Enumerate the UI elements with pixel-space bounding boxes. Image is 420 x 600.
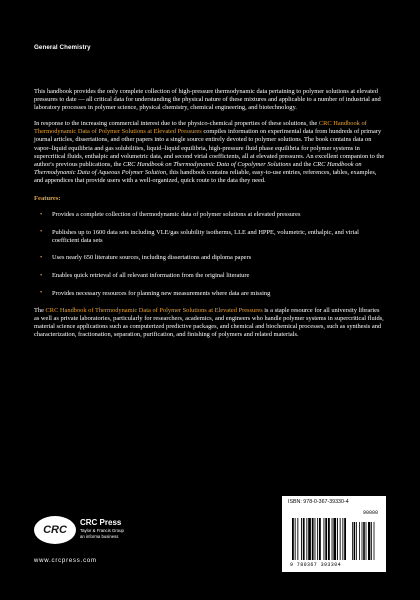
bullet-icon: •: [40, 210, 43, 218]
barcode-bar: [368, 522, 370, 560]
barcode-bar: [301, 518, 302, 560]
barcode-bar: [371, 522, 372, 560]
barcode-bar: [295, 518, 296, 560]
description-content: [34, 88, 386, 348]
crc-logo-icon: CRC: [34, 516, 76, 544]
description-paragraph-2: [34, 120, 386, 185]
feature-item: [34, 211, 386, 219]
feature-text: Uses nearly 650 literature sources, including dissertations and diploma papers: [52, 254, 252, 262]
barcode-bar: [324, 518, 325, 560]
barcode-bar: [359, 522, 360, 560]
para2-intro: In response to the increasing commercial interest due to the physico-chemical properties of these solutions, the: [34, 120, 319, 128]
barcode-bar: [303, 518, 305, 560]
price-code: 90000: [362, 510, 378, 516]
bullet-icon: •: [40, 289, 43, 297]
barcode-bar: [325, 518, 327, 560]
barcode-icon: [286, 508, 382, 562]
barcode-bar: [352, 522, 353, 560]
barcode-bar: [344, 518, 346, 560]
closing-prefix: The: [34, 307, 46, 315]
barcode-bar: [315, 518, 316, 560]
publisher-business: an informa business: [80, 533, 119, 539]
feature-text: Publishes up to 1600 data sets including VLE/gas solubility isotherms, LLE and HPPE, volumetric, enthalpic, and virial coefficient data sets: [52, 228, 359, 244]
barcode-bar: [308, 518, 311, 560]
publisher-website: www.crcpress.com: [34, 558, 97, 564]
feature-item: [34, 254, 386, 262]
barcode-bar: [328, 518, 330, 560]
barcode-bar: [319, 518, 321, 560]
feature-text: Provides necessary resources for planning new measurements where data are missing: [52, 289, 271, 297]
para2-end: , this handbook contains reliable, easy-to-use entries, references, tables, examples, and appendices that provide users with a well-organized, quick route to the data they need.: [34, 168, 377, 184]
barcode-bar: [292, 518, 294, 560]
barcode-bar: [332, 518, 333, 560]
companion-title-1: CRC Handbook on Thermodynamic Data of Copolymer Solutions: [123, 160, 292, 168]
closing-paragraph: [34, 307, 386, 339]
barcode-bar: [366, 522, 367, 560]
barcode-bar: [340, 518, 341, 560]
barcode-bar: [342, 518, 343, 560]
publisher-name: CRC Press: [80, 518, 122, 527]
closing-text: is a staple resource for all university libraries as well as private laboratories, particularly for researchers, academics, and engineers who handle polymer systems in supercritical fluids, material science applications such as computerized predictive packages, and chemical and biochemical processes, such as synthesis and characterization, fractionation, separation, purification, and finishing of polymers and related materials.: [34, 307, 384, 339]
feature-text: Enables quick retrieval of all relevant information from the original literature: [52, 272, 250, 279]
bullet-icon: •: [40, 228, 43, 236]
feature-item: [34, 229, 386, 245]
bullet-icon: •: [40, 253, 43, 261]
isbn-text: ISBN: 978-0-367-39330-4: [288, 499, 349, 505]
closing-book-title: CRC Handbook of Thermodynamic Data of Polymer Solutions at Elevated Pressures: [45, 307, 263, 315]
barcode-bar: [363, 522, 365, 560]
bullet-icon: •: [40, 271, 43, 279]
para2-middle: compiles information on experimental data from hundreds of primary journal articles, dissertations, and other papers into a single source entirely devoted to polymer solutions. The book contains data on vapor–liquid equilibria and gas solubilities, liquid–liquid equilibria, high-pressure fluid phase equilibria for polymer systems in supercritical fluids, enthalpic and volumetric data, and second virial coefficients, all at elevated pressures. An excellent companion to the author's previous publications, the: [34, 128, 385, 168]
barcode-bar: [317, 518, 318, 560]
description-paragraph-1: This handbook provides the only complete collection of high-pressure thermodynamic data pertaining to polymer solutions at elevated pressures to date — all critical data for understanding the physical nature of these mixtures and applicable to a number of industrial and laboratory processes in polymer science, physical chemistry, chemical engineering, and biotechnology.: [34, 88, 381, 112]
para2-and: and the: [291, 160, 313, 168]
barcode-bar: [333, 518, 336, 560]
publisher-block: [34, 514, 194, 574]
barcode-bar: [356, 522, 357, 560]
barcode-bar: [337, 518, 338, 560]
barcode-number: 9 780367 393304: [290, 562, 342, 568]
category-label: General Chemistry: [34, 44, 91, 51]
publisher-group: Taylor & Francis Group: [80, 528, 124, 533]
barcode-bar: [362, 522, 363, 560]
barcode-bar: [312, 518, 314, 560]
feature-item: [34, 290, 386, 298]
barcode-bar: [297, 518, 298, 560]
barcode-bar: [374, 522, 375, 560]
features-heading: Features:: [34, 195, 61, 203]
barcode-bar: [306, 518, 307, 560]
features-list: [34, 211, 386, 298]
companion-title-2: CRC Handbook on Thermodynamic Data of Aqueous Polymer Solution: [34, 160, 362, 176]
barcode-bar: [354, 522, 356, 560]
publisher-subtitle: [80, 528, 124, 539]
feature-item: [34, 272, 386, 280]
book-title-highlight: CRC Handbook of Thermodynamic Data of Polymer Solutions at Elevated Pressures: [34, 120, 367, 136]
barcode-block: [282, 496, 386, 572]
feature-text: Provides a complete collection of thermodynamic data of polymer solutions at elevated pressures: [52, 211, 301, 219]
